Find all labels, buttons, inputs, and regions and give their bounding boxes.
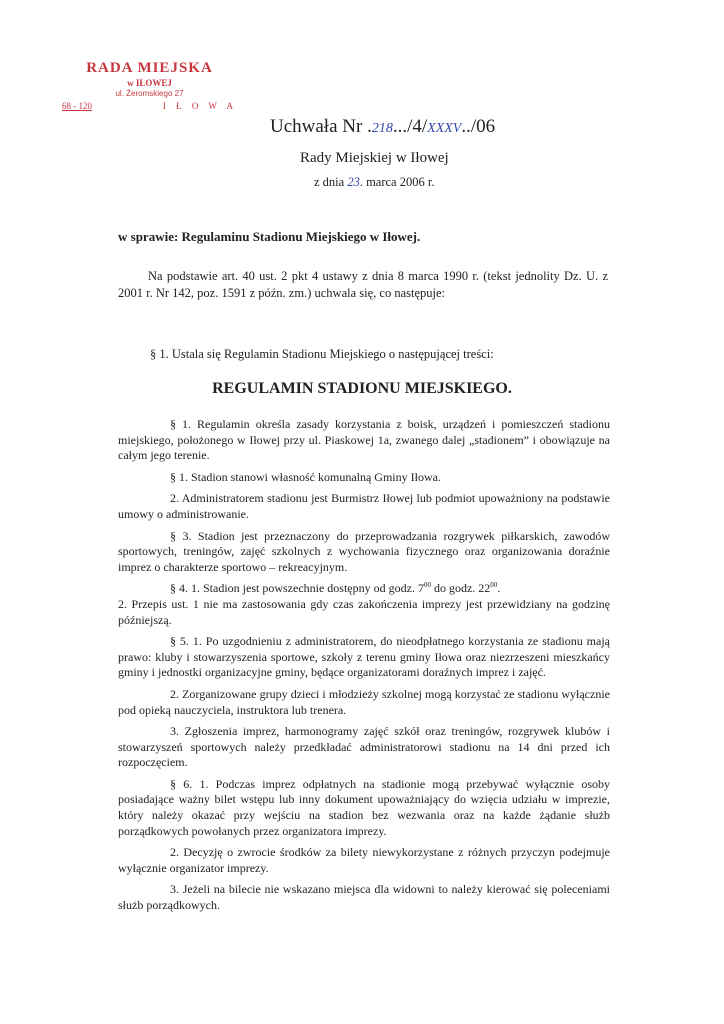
resolution-title [270, 116, 495, 138]
regulation-paragraph: 3. Zgłoszenia imprez, harmonogramy zajęć szkół oraz treningów, rozgrywek klubów i stowarzyszeń sportowych należy przedkładać administratorowi stadionu na 14 dni przed ich rozpoczęciem. [118, 724, 610, 770]
regulation-paragraph: 2. Przepis ust. 1 nie ma zastosowania gdy czas zakończenia imprezy jest przewidziany na godzinę późniejszą. [118, 596, 610, 627]
session-number-handwritten: XXXV [427, 121, 462, 136]
council-stamp [62, 60, 237, 111]
regulation-paragraph [118, 581, 610, 597]
title-mid: .../4/ [392, 116, 428, 137]
closing-minutes: 00 [490, 581, 498, 590]
stamp-city: I Ł O W A [162, 101, 237, 111]
stamp-address: ul. Żeromskiego 27 [115, 89, 184, 98]
title-suffix: ../06 [461, 116, 496, 137]
council-name: Rady Miejskiej w Iłowej [300, 150, 449, 166]
stamp-line-2: w IŁOWEJ [127, 78, 172, 88]
resolution-number-handwritten: 218 [371, 121, 393, 136]
opening-hours-text: § 4. 1. Stadion jest powszechnie dostępny od godz. 7 [170, 581, 424, 596]
regulation-paragraph: § 6. 1. Podczas imprez odpłatnych na stadionie mogą przebywać wyłącznie osoby posiadające ważny bilet wstępu lub inny dokument upoważniający do wzięcia udziału w imprezie, który należy okazać przy wejściu na stadion bez wezwania oraz na każde żądanie służb porządkowych powołanych przez organizatora imprezy. [118, 776, 610, 838]
regulation-paragraph: 2. Zorganizowane grupy dzieci i młodzieży szkolnej mogą korzystać ze stadionu wyłącznie pod opieką nauczyciela, instruktora lub trenera. [118, 686, 610, 717]
date-suffix: . marca 2006 r. [359, 175, 435, 189]
regulation-paragraph: § 5. 1. Po uzgodnieniu z administratorem, do nieodpłatnego korzystania ze stadionu mają prawo: kluby i stowarzyszenia sportowe, szkoły z terenu gminy Iłowa oraz niezrzeszeni mieszkańcy gminy i jednostki organizacyjne gminy, będące organizatorami doraźnych imprez i zajęć. [118, 634, 610, 680]
regulation-paragraph: 2. Decyzję o zwrocie środków za bilety niewykorzystane z różnych przyczyn podejmuje wyłącznie organizator imprezy. [118, 845, 610, 875]
regulation-paragraph: § 3. Stadion jest przeznaczony do przeprowadzania rozgrywek piłkarskich, zawodów sportowych, treningów, zajęć szkolnych z wychowania fizycznego oraz organizowania doraźnie imprez o charakterze sportowo – rekreacyjnym. [118, 528, 610, 574]
regulation-paragraph: § 1. Stadion stanowi własność komunalną Gminy Iłowa. [170, 469, 441, 484]
opening-minutes: 00 [423, 581, 431, 590]
date-day-handwritten: 23 [347, 175, 360, 189]
section-1: § 1. Ustala się Regulamin Stadionu Miejskiego o następującej treści: [150, 347, 494, 361]
resolution-date [314, 175, 434, 190]
closing-hours-text: do godz. 22 [430, 581, 491, 596]
stamp-city-line [62, 101, 237, 111]
date-prefix: z dnia [314, 175, 345, 189]
hours-period: . [497, 581, 501, 596]
stamp-zip: 68 - 120 [62, 101, 92, 111]
regulation-paragraph: § 1. Regulamin określa zasady korzystania z boisk, urządzeń i pomieszczeń stadionu miejskiego, położonego w Iłowej przy ul. Piaskowej 1a, zwanego dalej „stadionem” i obowiązuje na całym jego terenie. [118, 417, 610, 463]
stamp-line-1: RADA MIEJSKA [86, 60, 213, 76]
regulation-heading: REGULAMIN STADIONU MIEJSKIEGO. [212, 380, 512, 397]
resolution-subject: w sprawie: Regulaminu Stadionu Miejskiego w Iłowej. [118, 229, 421, 244]
regulation-paragraph: 2. Administratorem stadionu jest Burmistrz Iłowej lub podmiot upoważniony na podstawie umowy o administrowanie. [118, 491, 610, 521]
legal-basis: Na podstawie art. 40 ust. 2 pkt 4 ustawy z dnia 8 marca 1990 r. (tekst jednolity Dz. U. z 2001 r. Nr 142, poz. 1591 z późn. zm.) uchwala się, co następuje: [118, 269, 608, 300]
regulation-body [118, 417, 610, 920]
regulation-paragraph: 3. Jeżeli na bilecie nie wskazano miejsca dla widowni to należy kierować się poleceniami służb porządkowych. [118, 882, 610, 913]
title-prefix: Uchwała Nr . [270, 116, 372, 137]
